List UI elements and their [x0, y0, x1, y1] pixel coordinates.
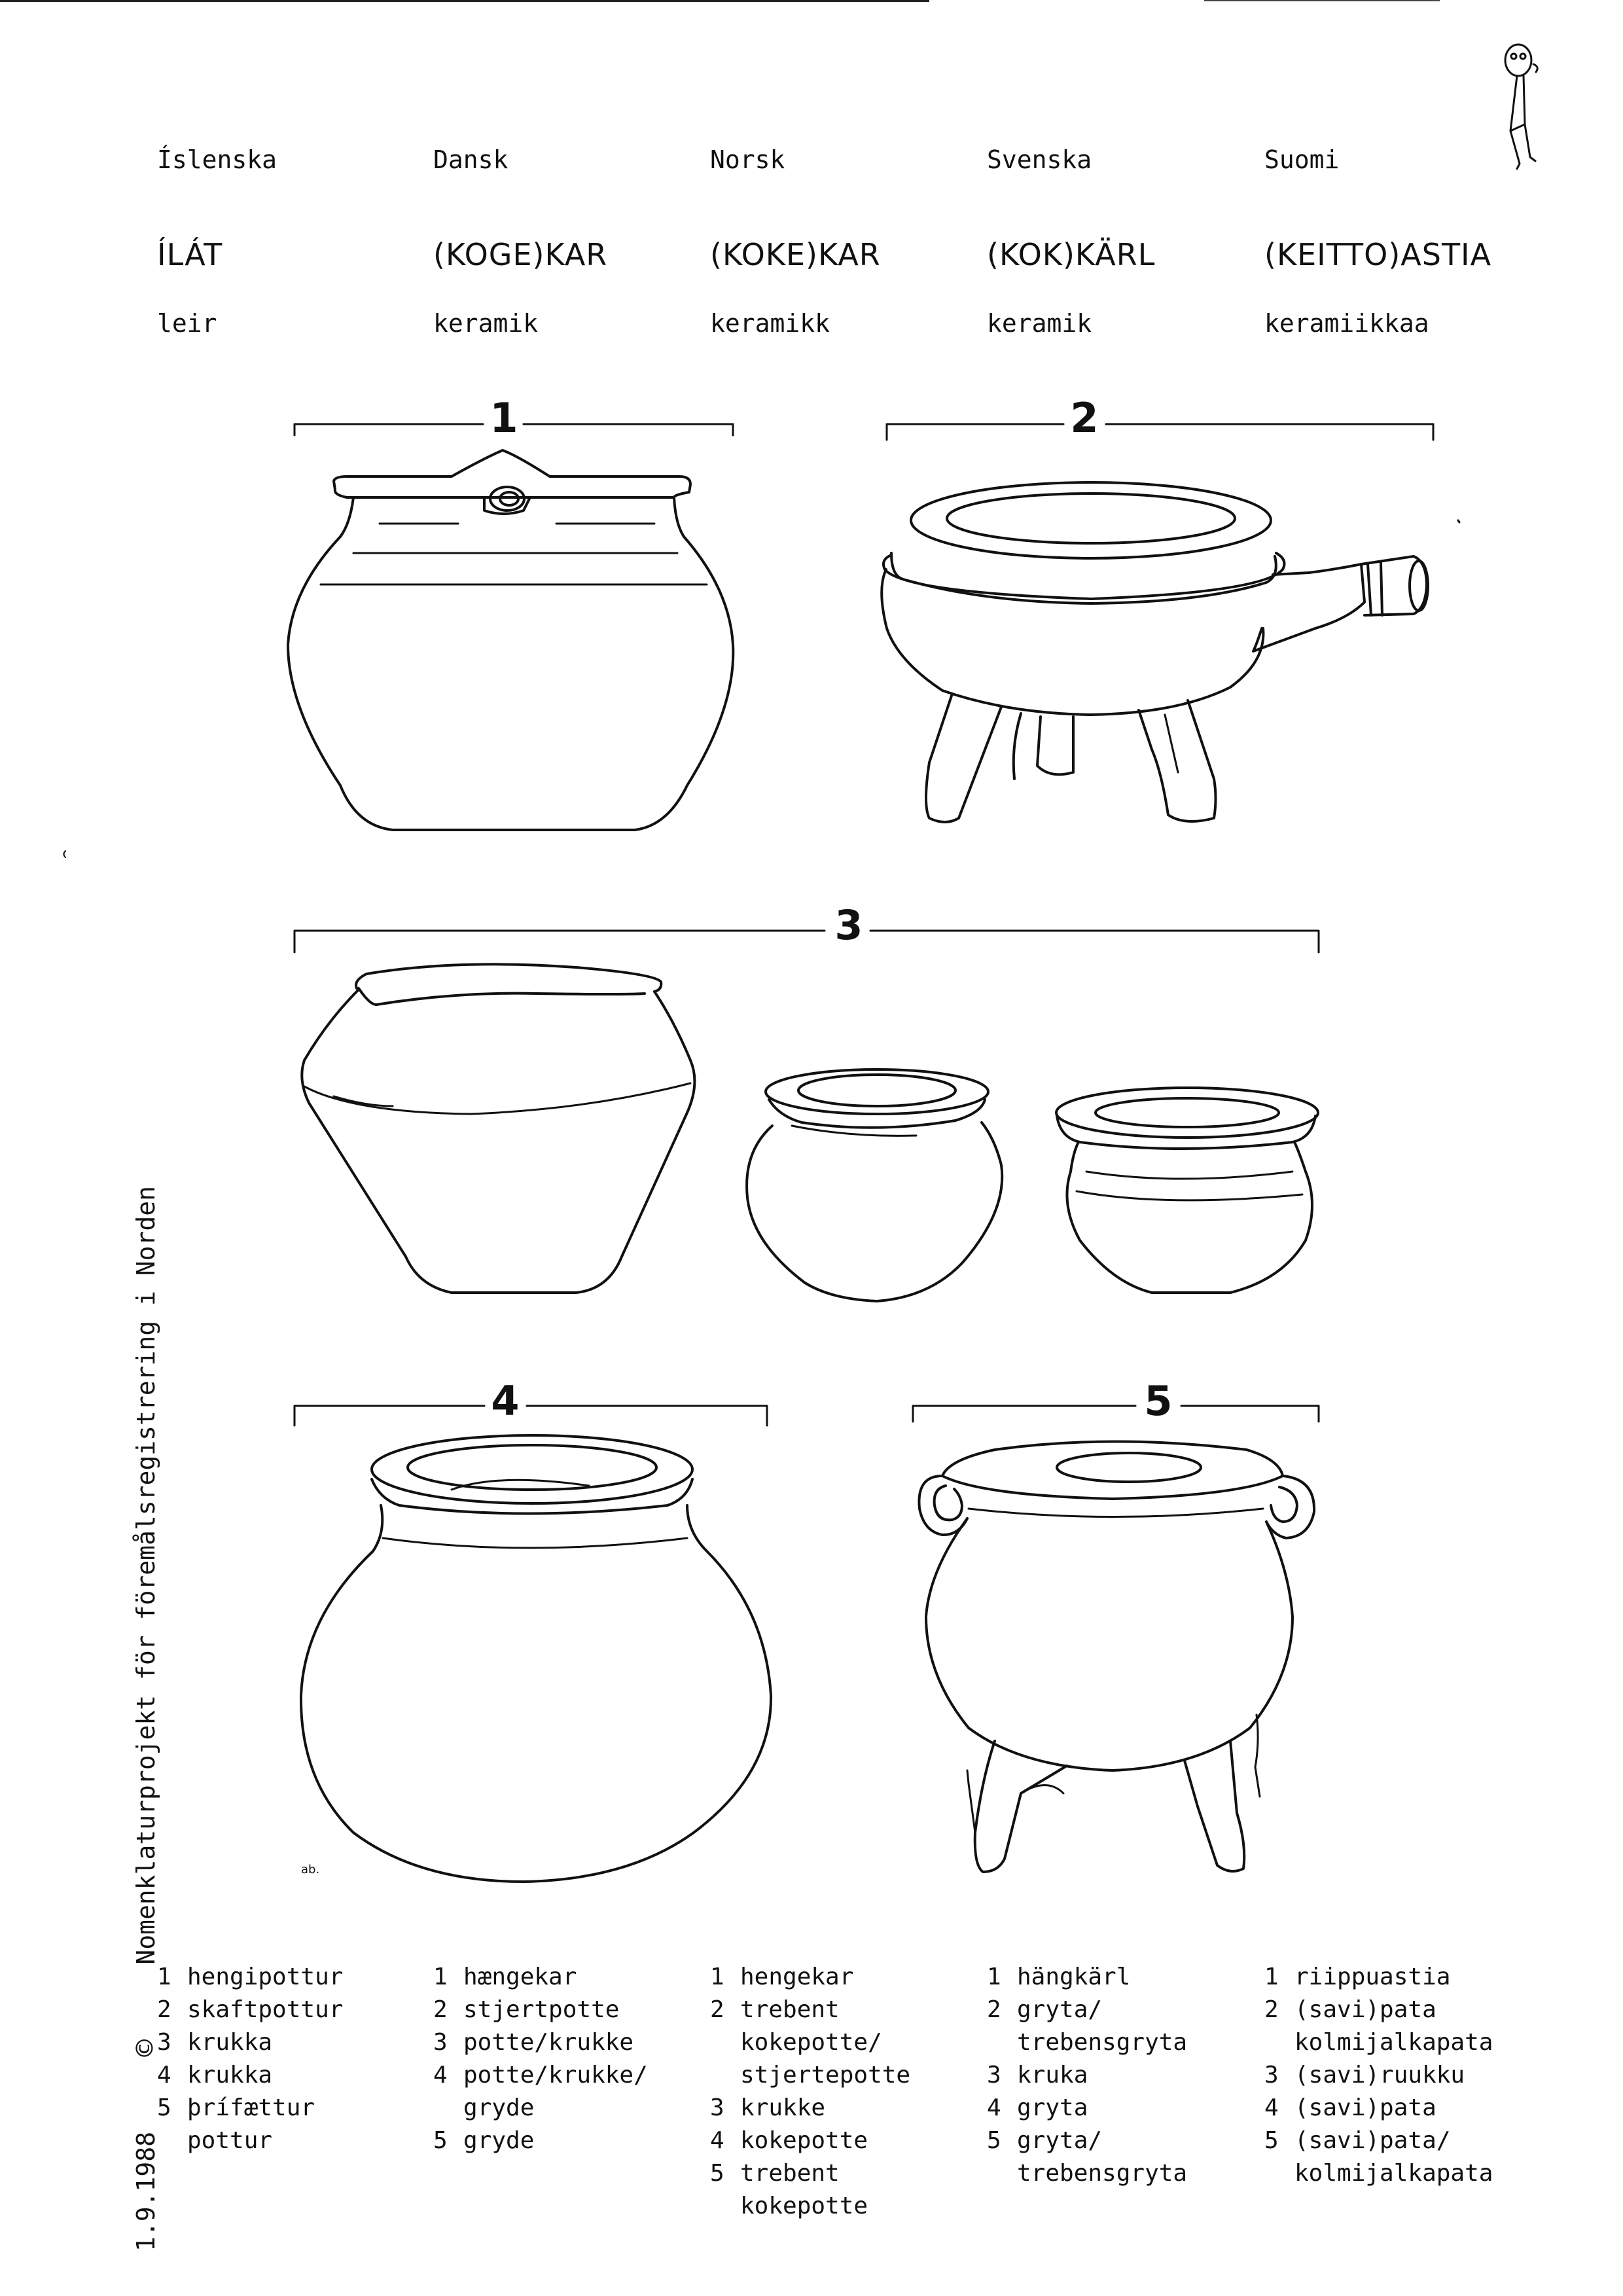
legend-column-svenska [987, 1961, 1255, 2190]
legend-item-number: 3 [1264, 2062, 1279, 2089]
legend-item-number: 5 [157, 2094, 171, 2121]
bracket-4 [294, 1406, 767, 1426]
legend-item [433, 1994, 702, 2026]
legend-item-number [710, 2026, 740, 2059]
term-dansk: (KOGE)KAR [433, 237, 608, 272]
legend-item-number: 5 [433, 2127, 448, 2154]
legend-item-number: 2 [987, 1996, 1001, 2023]
legend-item-label: trebensgryta [1017, 2160, 1188, 2187]
material-dansk: keramik [433, 309, 539, 338]
legend-item [710, 2190, 978, 2223]
legend-item-number: 3 [433, 2029, 448, 2056]
legend-item-label: hengipottur [187, 1964, 344, 1990]
legend-item [987, 2092, 1255, 2125]
legend-item [710, 2026, 978, 2059]
legend-item [157, 2092, 425, 2125]
sidebar-credit [128, 1186, 162, 2251]
legend-item [710, 2157, 978, 2190]
legend-item [987, 1994, 1255, 2026]
legend-item [710, 1994, 978, 2026]
legend-item [710, 2125, 978, 2157]
legend-item-number [987, 2026, 1017, 2059]
figure-number-2: 2 [1070, 394, 1099, 442]
lang-suomi: Suomi [1264, 145, 1340, 174]
legend-item-number: 1 [987, 1964, 1001, 1990]
legend-item-number [710, 2059, 740, 2092]
legend-item-label: kokepotte [740, 2127, 868, 2154]
sidebar-project-name: Nomenklaturprojekt för föremålsregistrering i Norden [132, 1185, 160, 1965]
vessel-4-large-pot [301, 1435, 771, 1882]
legend-item [1264, 2059, 1533, 2092]
legend-item-label: þrífættur [187, 2094, 315, 2121]
legend-item-label: krukka [187, 2029, 273, 2056]
term-islenska: ÍLÁT [157, 237, 223, 272]
vessel-1-hanging-pot [288, 450, 733, 830]
legend-item [710, 1961, 978, 1994]
legend-item-number [710, 2190, 740, 2223]
legend-item-label: (savi)pata [1294, 2094, 1436, 2121]
legend-item [710, 2059, 978, 2092]
material-norsk: keramikk [710, 309, 830, 338]
legend-item [433, 1961, 702, 1994]
legend-item-label: kolmijalkapata [1294, 2160, 1493, 2187]
legend-item-number: 4 [987, 2094, 1001, 2121]
legend-item-number: 1 [157, 1964, 171, 1990]
legend-item-number: 4 [157, 2062, 171, 2089]
legend-item-number: 3 [710, 2094, 724, 2121]
legend-item-label: (savi)pata [1294, 1996, 1436, 2023]
legend-item-label: pottur [187, 2127, 273, 2154]
lang-norsk: Norsk [710, 145, 785, 174]
material-svenska: keramik [987, 309, 1092, 338]
logo-figure-icon [1505, 45, 1537, 169]
speck-mark [1458, 520, 1459, 522]
legend-item [987, 2026, 1255, 2059]
lang-svenska: Svenska [987, 145, 1092, 174]
legend-item-number [1264, 2157, 1294, 2190]
legend-item-number: 3 [987, 2062, 1001, 2089]
legend-item-label: trebent [740, 1996, 840, 2023]
copyright-icon: © [128, 2039, 162, 2057]
legend-item-label: potte/krukke [463, 2029, 634, 2056]
legend-column-dansk [433, 1961, 702, 2157]
legend-item-number: 2 [710, 1996, 724, 2023]
vessel-3b-small-crock [747, 1069, 1002, 1301]
lang-dansk: Dansk [433, 145, 508, 174]
legend-item [987, 2157, 1255, 2190]
vessel-5-tripod-two-handle-pot [919, 1442, 1314, 1873]
figure-number-3: 3 [834, 901, 863, 949]
legend-item-number: 5 [710, 2160, 724, 2187]
legend-item-number: 2 [433, 1996, 448, 2023]
legend-item [1264, 2157, 1533, 2190]
legend-item-label: gryta/ [1017, 1996, 1103, 2023]
legend-item [1264, 2026, 1533, 2059]
figure-number-1: 1 [490, 394, 518, 442]
legend-item [157, 2026, 425, 2059]
legend-item-number [1264, 2026, 1294, 2059]
legend-column-islenska [157, 1961, 425, 2157]
legend-item [710, 2092, 978, 2125]
legend-item-number: 4 [433, 2062, 448, 2089]
figure-number-4: 4 [491, 1377, 520, 1425]
legend-item [987, 1961, 1255, 1994]
legend-item-number [987, 2157, 1017, 2190]
legend-item-number: 4 [1264, 2094, 1279, 2121]
legend-item-label: stjertpotte [463, 1996, 620, 2023]
legend-item-number [433, 2092, 463, 2125]
legend-item-number: 2 [1264, 1996, 1279, 2023]
legend-item-number: 1 [710, 1964, 724, 1990]
legend-item-label: krukke [740, 2094, 826, 2121]
legend-item-number: 1 [1264, 1964, 1279, 1990]
figure-number-5: 5 [1144, 1377, 1173, 1425]
legend-item [987, 2125, 1255, 2157]
legend-item-label: skaftpottur [187, 1996, 344, 2023]
material-suomi: keramiikkaa [1264, 309, 1429, 338]
legend-item-label: (savi)pata/ [1294, 2127, 1451, 2154]
legend-item-label: (savi)ruukku [1294, 2062, 1465, 2089]
legend-item [1264, 2125, 1533, 2157]
legend-item-number: 5 [987, 2127, 1001, 2154]
artist-initials: ab. [301, 1863, 320, 1876]
legend-item-label: gryde [463, 2127, 535, 2154]
legend-item-label: kokepotte [740, 2193, 868, 2219]
legend-item-number: 3 [157, 2029, 171, 2056]
legend-item [1264, 1961, 1533, 1994]
vessel-2-tripod-handle-pot [882, 482, 1428, 822]
legend-item [157, 1994, 425, 2026]
legend-item-label: stjertepotte [740, 2062, 911, 2089]
legend-item-label: potte/krukke/ [463, 2062, 648, 2089]
bracket-5 [913, 1406, 1319, 1422]
legend-item-label: hängkärl [1017, 1964, 1131, 1990]
bracket-2 [887, 424, 1433, 440]
material-islenska: leir [157, 309, 217, 338]
legend-item [1264, 2092, 1533, 2125]
vessel-3a-large-crock [302, 964, 694, 1293]
legend-item-label: riippuastia [1294, 1964, 1451, 1990]
legend-item-label: gryta [1017, 2094, 1088, 2121]
legend-item [433, 2092, 702, 2125]
legend-item-number: 4 [710, 2127, 724, 2154]
margin-mark [64, 851, 66, 857]
legend-item [433, 2125, 702, 2157]
legend-item-number: 5 [1264, 2127, 1279, 2154]
legend-item [157, 2125, 425, 2157]
legend-item-label: kolmijalkapata [1294, 2029, 1493, 2056]
sidebar-date: 1.9.1988 [132, 2131, 160, 2251]
legend-item-label: trebent [740, 2160, 840, 2187]
legend-item-label: gryta/ [1017, 2127, 1103, 2154]
legend-item [157, 2059, 425, 2092]
legend-column-norsk [710, 1961, 978, 2223]
legend-item [987, 2059, 1255, 2092]
term-svenska: (KOK)KÄRL [987, 237, 1156, 272]
legend-item-label: kokepotte/ [740, 2029, 882, 2056]
lang-islenska: Íslenska [157, 145, 277, 174]
legend-item [433, 2026, 702, 2059]
legend-item-label: hengekar [740, 1964, 854, 1990]
legend-item-label: trebensgryta [1017, 2029, 1188, 2056]
legend-item-label: krukka [187, 2062, 273, 2089]
legend-item-label: gryde [463, 2094, 535, 2121]
bracket-3 [294, 931, 1319, 952]
legend-item [157, 1961, 425, 1994]
legend-item [433, 2059, 702, 2092]
legend-item [1264, 1994, 1533, 2026]
legend-item-number: 2 [157, 1996, 171, 2023]
term-suomi: (KEITTO)ASTIA [1264, 237, 1492, 272]
term-norsk: (KOKE)KAR [710, 237, 881, 272]
legend-item-label: kruka [1017, 2062, 1088, 2089]
legend-column-suomi [1264, 1961, 1533, 2190]
legend-item-number: 1 [433, 1964, 448, 1990]
vessel-3c-small-pot [1056, 1088, 1318, 1293]
legend-item-label: hængekar [463, 1964, 577, 1990]
